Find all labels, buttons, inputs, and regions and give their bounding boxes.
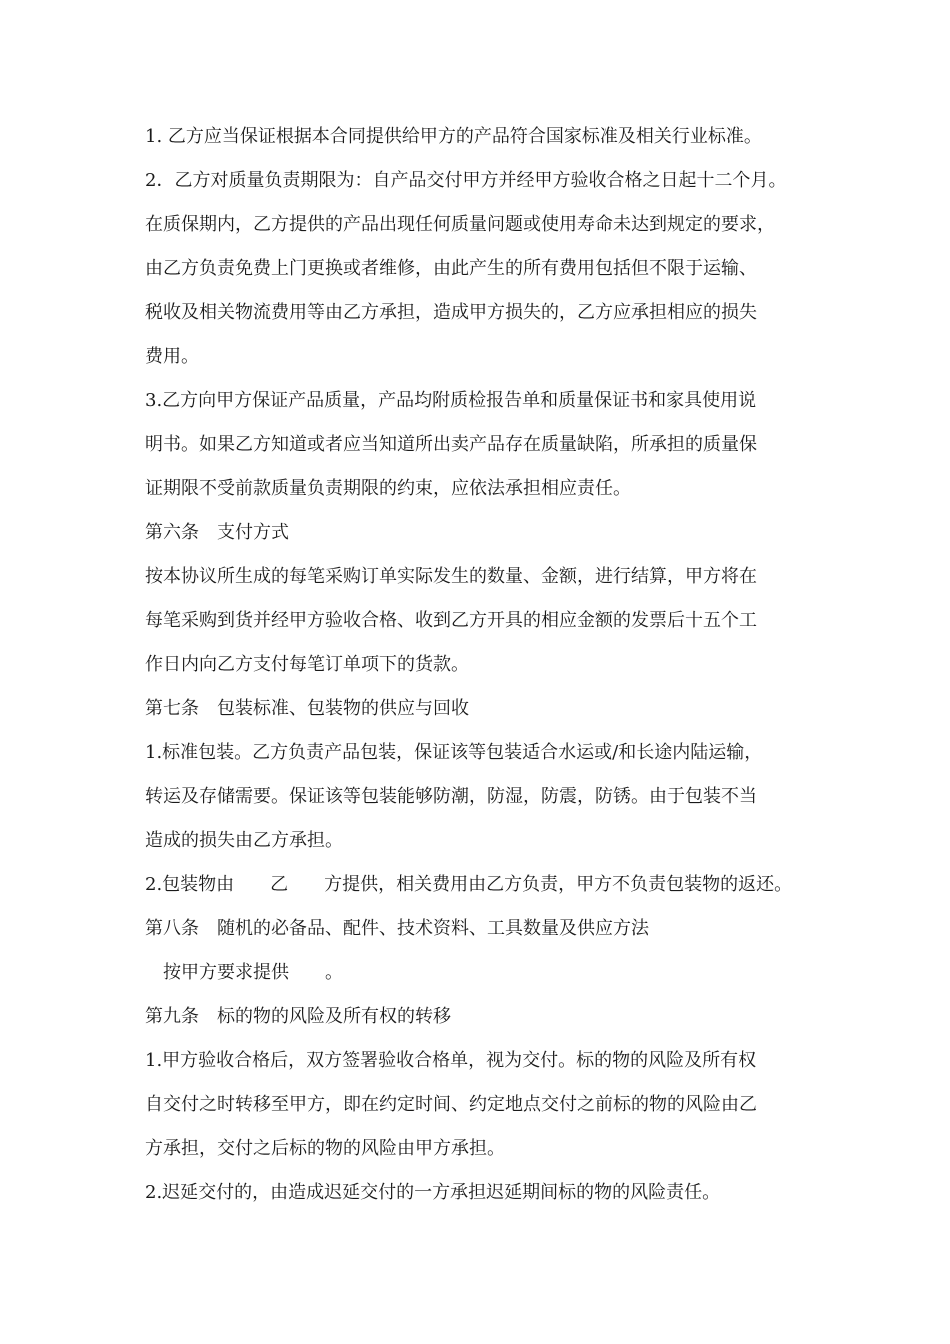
text-line: 1. 乙方应当保证根据本合同提供给甲方的产品符合国家标准及相关行业标准。 bbox=[145, 126, 762, 147]
section-heading-8: 第八条 随机的必备品、配件、技术资料、工具数量及供应方法 bbox=[145, 918, 649, 939]
text-line: 由乙方负责免费上门更换或者维修，由此产生的所有费用包括但不限于运输、 bbox=[145, 258, 757, 279]
text-line: 在质保期内，乙方提供的产品出现任何质量问题或使用寿命未达到规定的要求， bbox=[145, 214, 775, 235]
text-line: 证期限不受前款质量负责期限的约束，应依法承担相应责任。 bbox=[145, 478, 631, 499]
text-line: 作日内向乙方支付每笔订单项下的货款。 bbox=[145, 654, 469, 675]
text-line: 费用。 bbox=[145, 346, 199, 367]
text-line: 造成的损失由乙方承担。 bbox=[145, 830, 343, 851]
text-line: 1.标准包装。乙方负责产品包装，保证该等包装适合水运或/和长途内陆运输， bbox=[145, 742, 763, 763]
text-line: 按甲方要求提供 。 bbox=[145, 962, 343, 983]
text-line: 2.包装物由 乙 方提供，相关费用由乙方负责，甲方不负责包装物的返还。 bbox=[145, 874, 793, 895]
section-heading-6: 第六条 支付方式 bbox=[145, 522, 289, 543]
text-line: 1.甲方验收合格后，双方签署验收合格单，视为交付。标的物的风险及所有权 bbox=[145, 1050, 757, 1071]
text-line: 按本协议所生成的每笔采购订单实际发生的数量、金额，进行结算，甲方将在 bbox=[145, 566, 757, 587]
text-line: 2．乙方对质量负责期限为：自产品交付甲方并经甲方验收合格之日起十二个月。 bbox=[145, 170, 787, 191]
document-body bbox=[145, 115, 825, 1215]
text-line: 每笔采购到货并经甲方验收合格、收到乙方开具的相应金额的发票后十五个工 bbox=[145, 610, 757, 631]
text-line: 自交付之时转移至甲方，即在约定时间、约定地点交付之前标的物的风险由乙 bbox=[145, 1094, 757, 1115]
text-line: 明书。如果乙方知道或者应当知道所出卖产品存在质量缺陷，所承担的质量保 bbox=[145, 434, 757, 455]
text-line: 2.迟延交付的，由造成迟延交付的一方承担迟延期间标的物的风险责任。 bbox=[145, 1182, 721, 1203]
section-heading-9: 第九条 标的物的风险及所有权的转移 bbox=[145, 1006, 451, 1027]
text-line: 税收及相关物流费用等由乙方承担，造成甲方损失的，乙方应承担相应的损失 bbox=[145, 302, 757, 323]
text-line: 3.乙方向甲方保证产品质量，产品均附质检报告单和质量保证书和家具使用说 bbox=[145, 390, 757, 411]
section-heading-7: 第七条 包装标准、包装物的供应与回收 bbox=[145, 698, 469, 719]
text-line: 转运及存储需要。保证该等包装能够防潮，防湿，防震，防锈。由于包装不当 bbox=[145, 786, 757, 807]
text-line: 方承担，交付之后标的物的风险由甲方承担。 bbox=[145, 1138, 505, 1159]
